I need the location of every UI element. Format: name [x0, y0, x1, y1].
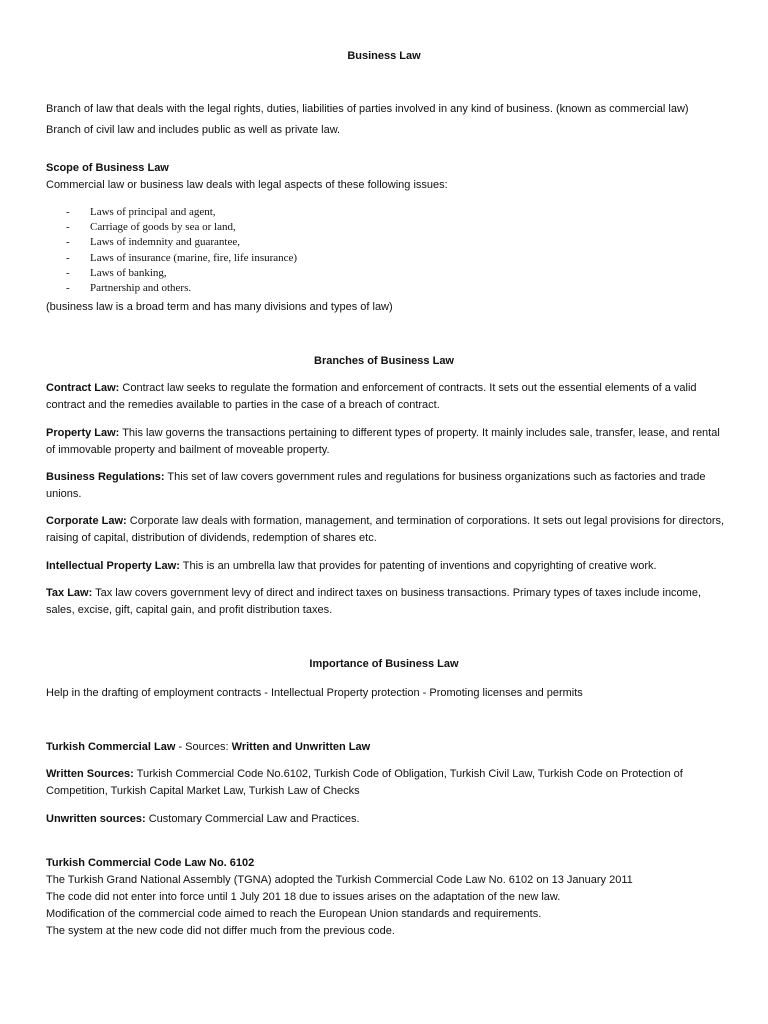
- branch-item: [46, 380, 726, 414]
- branch-item: [46, 469, 726, 503]
- dash-bullet: -: [66, 221, 70, 234]
- code-6102-line: The system at the new code did not differ much from the previous code.: [46, 925, 395, 937]
- branches-heading: Branches of Business Law: [314, 355, 454, 367]
- list-item: - Laws of insurance (marine, fire, life insurance): [66, 251, 566, 266]
- scope-list: [66, 205, 566, 296]
- intro-line: Branch of law that deals with the legal rights, duties, liabilities of parties involved in any kind of business. (known as commercial law): [46, 103, 689, 115]
- scope-lead: Commercial law or business law deals with legal aspects of these following issues:: [46, 179, 448, 191]
- intro-line: Branch of civil law and includes public as well as private law.: [46, 124, 341, 136]
- unwritten-sources: [46, 811, 726, 828]
- dash-bullet: -: [66, 266, 70, 279]
- code-6102-section: [46, 855, 726, 940]
- branch-text: Corporate law deals with formation, management, and termination of corporations. It sets out legal provisions for directors, raising of capital, distribution of dividends, redemption of shares etc.: [46, 515, 725, 544]
- list-item: - Laws of indemnity and guarantee,: [66, 235, 566, 250]
- code-6102-line: The code did not enter into force until 1 July 201 18 due to issues arises on the adaptation of the new law.: [46, 891, 561, 903]
- code-6102-line: Modification of the commercial code aimed to reach the European Union standards and requirements.: [46, 908, 542, 920]
- dash-bullet: -: [66, 206, 70, 218]
- dash-bullet: -: [66, 236, 70, 249]
- branch-term: Property Law:: [46, 427, 120, 439]
- written-sources: [46, 766, 726, 800]
- branch-item: [46, 558, 726, 575]
- scope-section: [46, 160, 726, 194]
- branch-text: Contract law seeks to regulate the formation and enforcement of contracts. It sets out the essential elements of a valid contract and the remedies available to parties in the case of a breach of contract.: [46, 382, 697, 411]
- branch-term: Tax Law:: [46, 587, 93, 599]
- branch-text: This set of law covers government rules and regulations for business organizations such as factories and trade unions.: [46, 471, 706, 500]
- branch-text: This law governs the transactions pertaining to different types of property. It mainly includes sale, transfer, lease, and rental of immovable property and bailment of moveable property.: [46, 427, 720, 456]
- written-sources-term: Written Sources:: [46, 768, 134, 780]
- code-6102-heading: Turkish Commercial Code Law No. 6102: [46, 857, 255, 869]
- list-item: - Partnership and others.: [66, 281, 566, 296]
- dash-bullet: -: [66, 251, 70, 264]
- unwritten-sources-text: Customary Commercial Law and Practices.: [145, 813, 360, 825]
- branch-item: [46, 425, 726, 459]
- branch-item: [46, 513, 726, 547]
- dash-bullet: -: [66, 282, 70, 295]
- branch-term: Corporate Law:: [46, 515, 127, 527]
- turkish-law-title: Turkish Commercial Law - Sources: Written and Unwritten Law: [46, 741, 371, 753]
- branch-item: [46, 585, 726, 619]
- importance-text: Help in the drafting of employment contracts - Intellectual Property protection - Promoting licenses and permits: [46, 687, 583, 699]
- unwritten-sources-term: Unwritten sources:: [46, 813, 146, 825]
- branch-term: Intellectual Property Law:: [46, 560, 180, 572]
- branch-text: This is an umbrella law that provides for patenting of inventions and copyrighting of creative work.: [179, 560, 657, 572]
- list-item: - Carriage of goods by sea or land,: [66, 220, 566, 235]
- intro-section: [46, 101, 726, 139]
- code-6102-line: The Turkish Grand National Assembly (TGNA) adopted the Turkish Commercial Code Law No. 6102 on 13 January 2011: [46, 874, 633, 886]
- importance-heading: Importance of Business Law: [309, 658, 459, 670]
- scope-heading: Scope of Business Law: [46, 162, 169, 174]
- scope-note: (business law is a broad term and has many divisions and types of law): [46, 301, 393, 313]
- branch-term: Contract Law:: [46, 382, 120, 394]
- document-title: Business Law: [347, 50, 421, 62]
- list-item: - Laws of banking,: [66, 266, 566, 281]
- branch-text: Tax law covers government levy of direct and indirect taxes on business transactions. Primary types of taxes include income, sales, excise, gift, capital gain, and profit distribution taxes.: [46, 587, 702, 616]
- branch-term: Business Regulations:: [46, 471, 165, 483]
- written-sources-text: Turkish Commercial Code No.6102, Turkish Code of Obligation, Turkish Civil Law, Turkish Code on Protection of Competition, Turkish Capital Market Law, Turkish Law of Checks: [46, 768, 683, 797]
- list-item: - Laws of principal and agent,: [66, 205, 566, 220]
